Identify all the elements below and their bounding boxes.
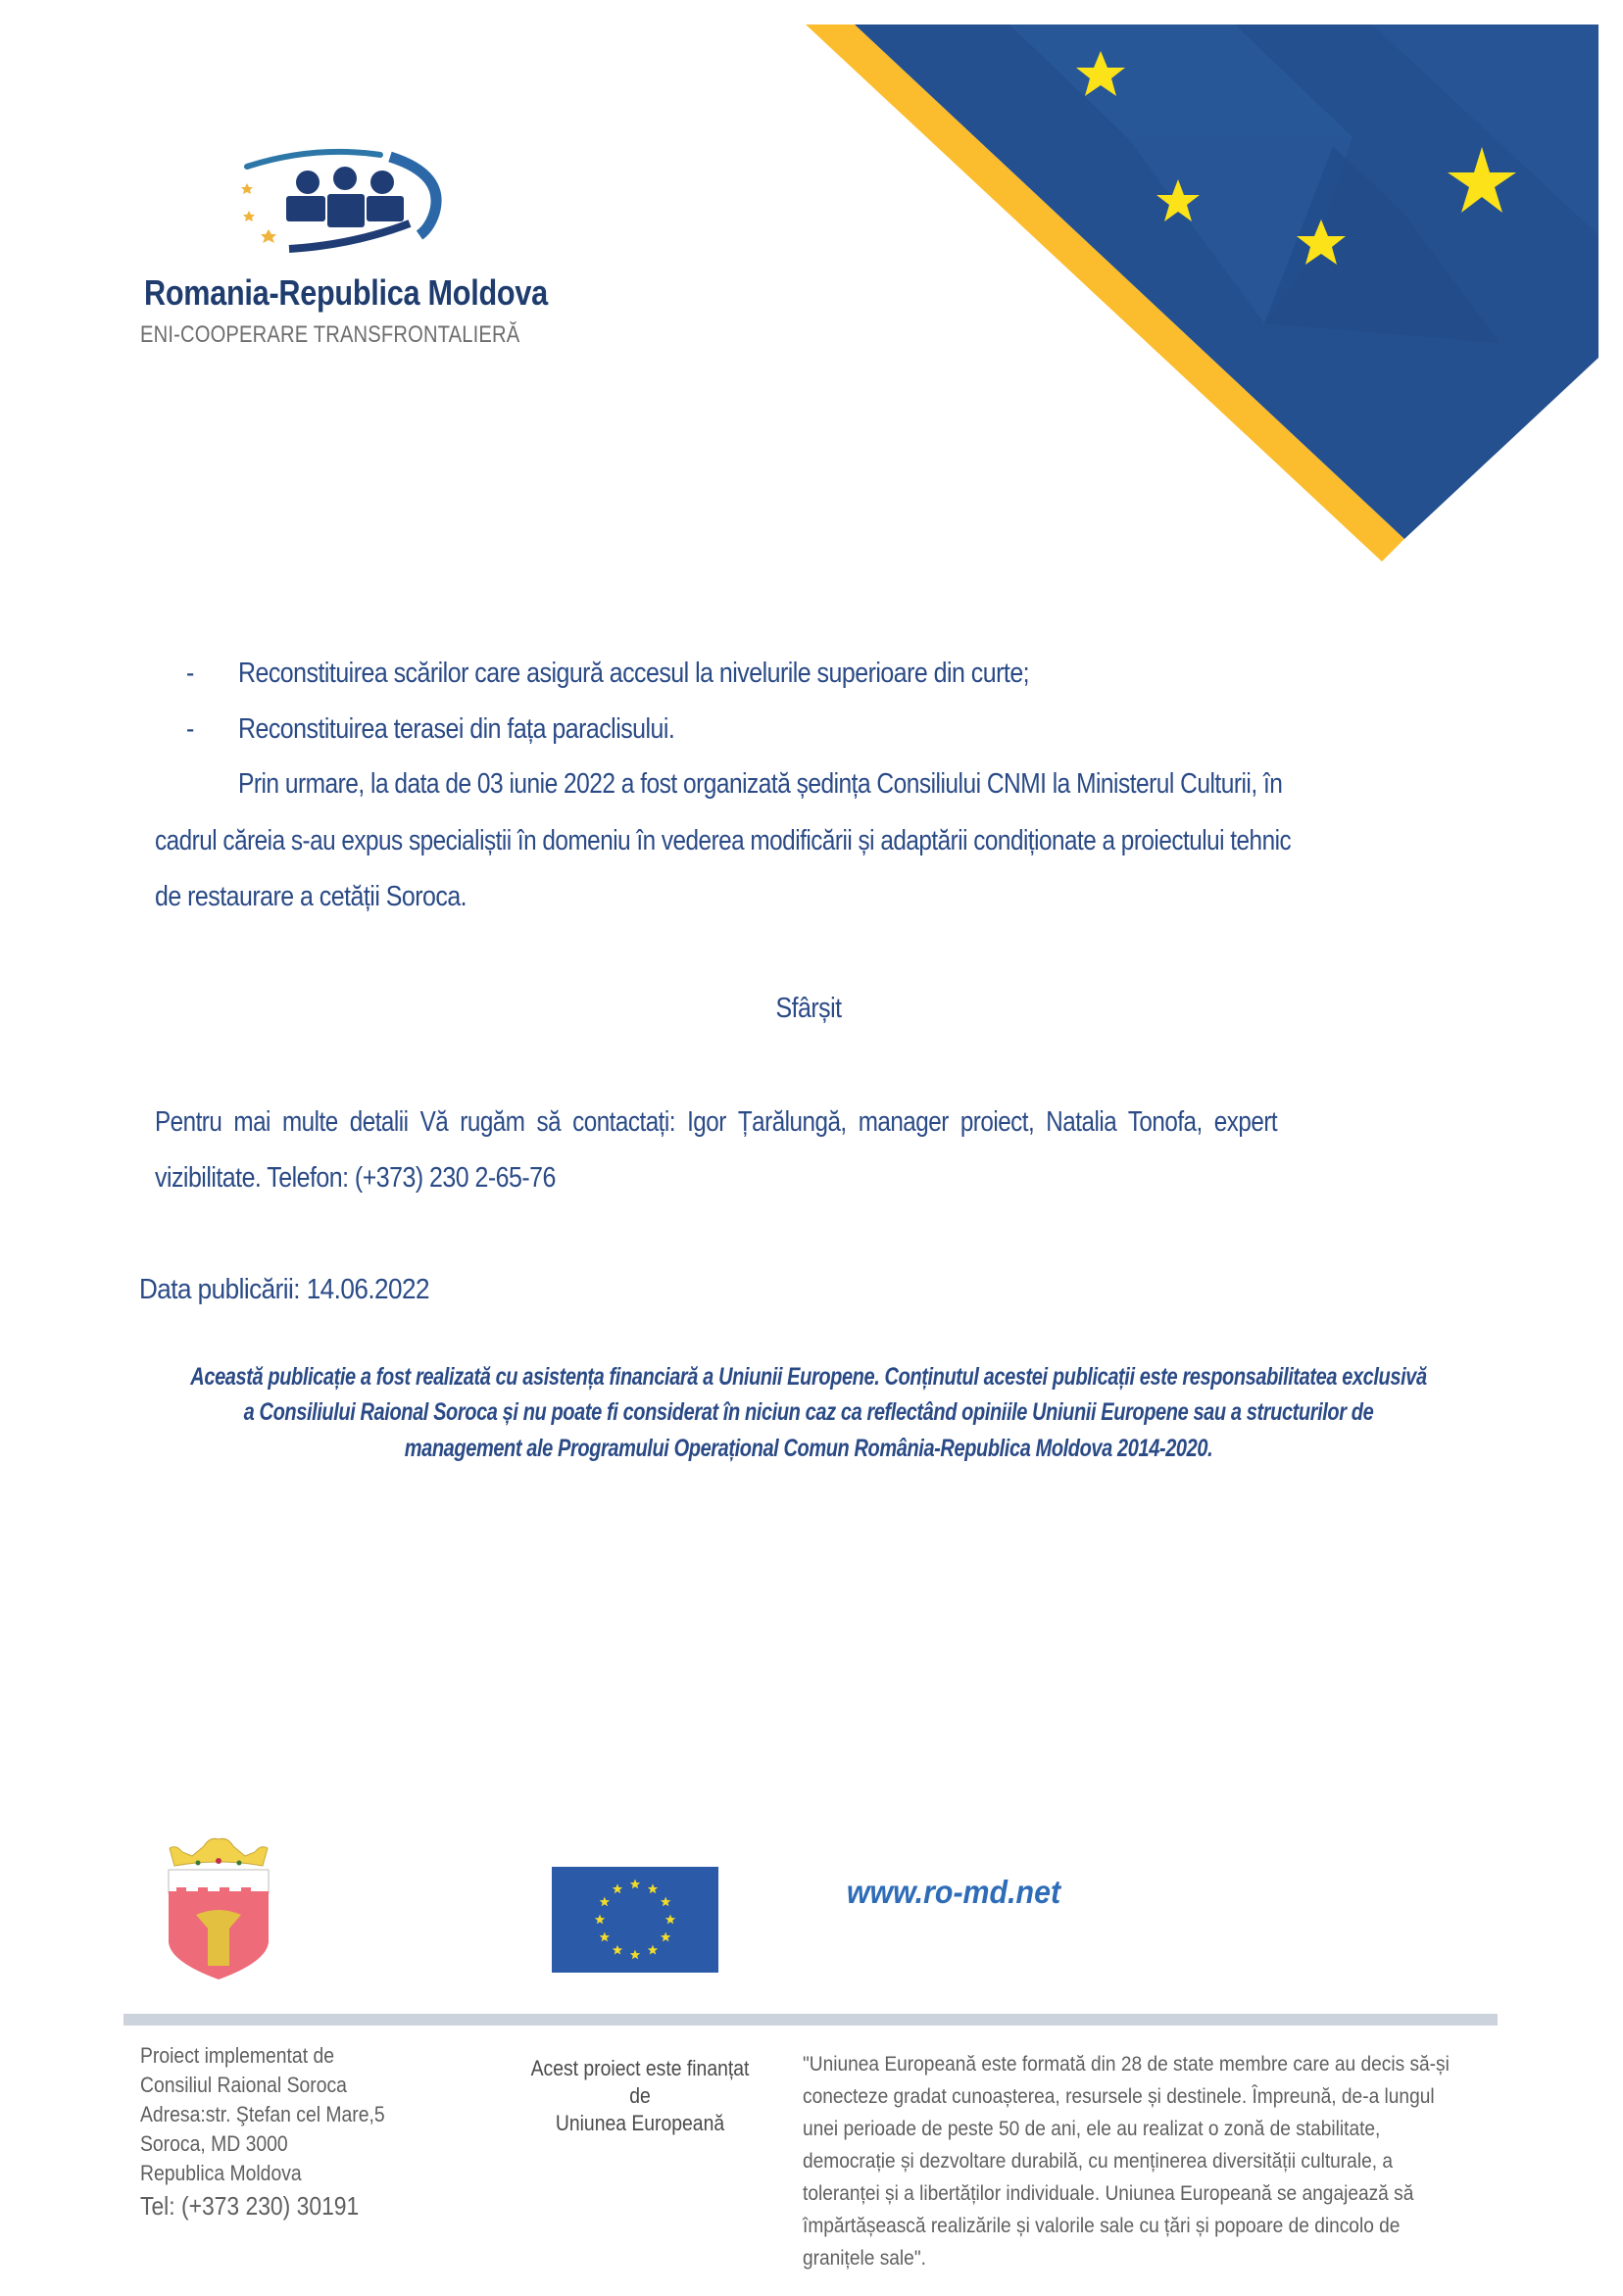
person-icon: [333, 167, 357, 190]
crown-gem: [216, 1858, 221, 1864]
soroca-coat-of-arms: [165, 1834, 272, 1983]
website-link[interactable]: www.ro-md.net: [846, 1874, 1061, 1910]
logo-subtitle: ENI-COOPERARE TRANSFRONTALIERĂ: [140, 321, 520, 348]
bullet-item: Reconstituirea terasei din fața paraclisului.: [238, 713, 675, 745]
person-icon: [296, 171, 320, 194]
eu-quote-line: unei perioade de peste 50 de ani, ele au realizat o zonă de stabilitate,: [803, 2117, 1381, 2140]
contact-line: Pentru mai multe detalii Vă rugăm să contactați: Igor Țarălungă, manager proiect, Natalia Tonofa, expert: [155, 1106, 1278, 1138]
eu-quote-line: granițele sale".: [803, 2246, 926, 2270]
person-icon: [370, 171, 394, 194]
eu-quote-line: conecteze gradat cunoașterea, resursele și destinele. Împreună, de-a lungul: [803, 2084, 1435, 2108]
implementer-line: Consiliul Raional Soroca: [140, 2073, 347, 2097]
crown-gem: [237, 1861, 242, 1866]
bullet-item: Reconstituirea scărilor care asigură accesul la nivelurile superioare din curte;: [238, 658, 1030, 689]
crown-gem: [196, 1861, 201, 1866]
bullet-marker: -: [186, 713, 194, 745]
paragraph-line: Prin urmare, la data de 03 iunie 2022 a fost organizată ședința Consiliului CNMI la Ministerul Culturii, în: [238, 768, 1283, 800]
program-logo-emblem: [235, 145, 446, 263]
implementer-line: Soroca, MD 3000: [140, 2131, 288, 2156]
end-marker: Sfârșit: [775, 993, 842, 1024]
star-icon: [261, 229, 276, 243]
disclaimer-line: management ale Programului Operațional Comun România-Republica Moldova 2014-2020.: [404, 1435, 1213, 1462]
paragraph-line: de restaurare a cetății Soroca.: [155, 881, 467, 912]
funding-line: Acest proiect este finanțat: [530, 2056, 750, 2080]
funding-line: de: [629, 2083, 651, 2108]
eu-flag: [552, 1867, 718, 1973]
implementer-phone: Tel: (+373 230) 30191: [140, 2191, 360, 2221]
eu-quote-line: "Uniunea Europeană este formată din 28 de state membre care au decis să-și: [803, 2052, 1450, 2076]
implementer-line: Republica Moldova: [140, 2161, 302, 2185]
eu-quote-line: toleranței și a libertăților individuale. Uniunea Europeană se angajează să: [803, 2181, 1414, 2205]
publication-date: Data publicării: 14.06.2022: [139, 1274, 429, 1305]
logo-top-arc: [247, 152, 380, 167]
paragraph-line: cadrul căreia s-au expus specialiștii în domeniu în vederea modificării și adaptării condiționate a proiectului tehnic: [155, 825, 1292, 856]
footer-separator: [123, 2014, 1498, 2026]
person-body: [367, 196, 404, 221]
logo-title: Romania-Republica Moldova: [144, 272, 548, 313]
implementer-line: Adresa:str. Ştefan cel Mare,5: [140, 2102, 385, 2126]
contact-line: vizibilitate. Telefon: (+373) 230 2-65-76: [155, 1162, 556, 1194]
disclaimer-line: a Consiliului Raional Soroca și nu poate fi considerat în niciun caz ca reflectând opiniile Uniunii Europene sau a structurilor de: [243, 1398, 1374, 1426]
funding-line: Uniunea Europeană: [555, 2111, 725, 2135]
implementer-line: Proiect implementat de: [140, 2043, 334, 2068]
star-icon: [241, 183, 253, 194]
disclaimer-line: Această publicație a fost realizată cu asistența financiară a Uniunii Europene. Conținutul acestei publicații este responsabilitatea exclusivă: [190, 1363, 1427, 1391]
eu-quote-line: împărtășească realizările și valorile sale cu țări și popoare de dincolo de: [803, 2214, 1401, 2237]
person-body: [327, 194, 365, 227]
bullet-marker: -: [186, 658, 194, 689]
eu-quote-line: democrație și dezvoltare durabilă, cu menținerea diversității culturale, a: [803, 2149, 1393, 2173]
star-icon: [243, 211, 255, 221]
person-body: [286, 196, 325, 221]
